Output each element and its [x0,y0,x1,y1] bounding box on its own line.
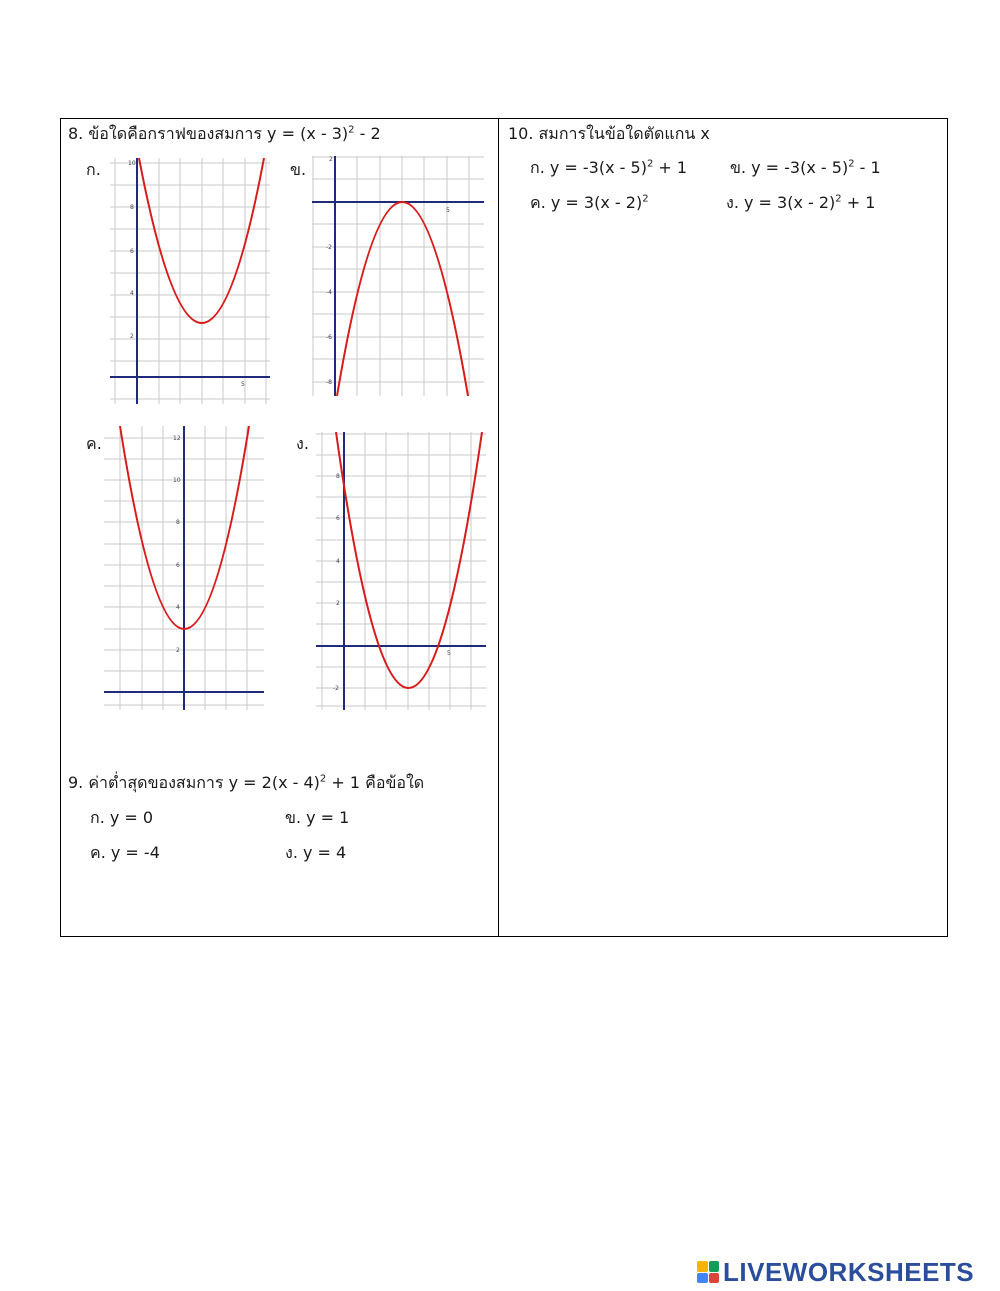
q9-option-a[interactable]: ก. y = 0 [90,808,154,827]
graph-b-ytick: -2 [326,244,332,251]
graph-b-grid [312,156,484,396]
q10-option-a-sup: 2 [646,158,654,170]
graph-c-ytick: 12 [173,435,181,442]
liveworksheets-logo [697,1257,974,1287]
graph-b-ytick: 2 [329,156,333,163]
q10-option-d-text: ง. y = 3(x - 2) [726,193,836,212]
graph-b-ytick: -4 [326,289,332,296]
logo-text: LIVEWORKSHEETS [723,1256,975,1287]
graph-c-ytick: 4 [176,604,180,611]
q8-title [68,124,381,144]
q9-title-tail: + 1 คือข้อใด [326,773,425,792]
graph-c-ytick: 8 [176,519,180,526]
graph-c-ytick: 10 [173,477,181,484]
graph-option-c[interactable] [104,426,264,710]
q10-option-c[interactable] [530,193,649,213]
graph-d-ytick: -2 [333,685,339,692]
graph-b-ytick: -6 [326,334,332,341]
column-divider [498,119,499,936]
graph-c-ytick: 6 [176,562,180,569]
q8-option-a-label[interactable]: ก. [86,160,101,179]
graph-a-ytick: 4 [130,290,134,297]
q8-option-b-label[interactable]: ข. [290,160,307,179]
graph-b-xtick: 5 [446,207,450,214]
graph-a-ytick: 8 [130,204,134,211]
q10-title: 10. สมการในข้อใดตัดแกน x [508,124,710,143]
q10-option-b-tail: - 1 [854,158,881,177]
q8-title-text: 8. ข้อใดคือกราฟของสมการ y = (x - 3) [68,124,349,143]
graph-option-a[interactable] [110,158,270,404]
graph-a-ytick: 2 [130,333,134,340]
q10-option-b-text: ข. y = -3(x - 5) [730,158,849,177]
q10-option-d-sup: 2 [835,193,842,205]
q10-option-c-sup: 2 [642,193,649,205]
q9-title-sup: 2 [319,773,327,785]
graph-d-ytick: 2 [336,600,340,607]
q10-option-d[interactable] [726,193,875,213]
q8-title-tail: - 2 [354,124,381,143]
graph-a-xtick: 5 [241,381,245,388]
graph-d-xtick: 5 [447,650,451,657]
graph-c-ytick: 2 [176,647,180,654]
q9-option-d[interactable]: ง. y = 4 [285,843,347,862]
graph-d-ytick: 4 [336,558,340,565]
graph-a-ytick: 10 [128,160,136,167]
q9-title [68,773,424,793]
graph-d-ytick: 6 [336,515,340,522]
q10-option-a-tail: + 1 [653,158,688,177]
graph-b-ytick: -8 [326,379,332,386]
logo-mark-icon [697,1261,719,1283]
q8-option-c-label[interactable]: ค. [86,434,102,453]
q10-option-b[interactable] [730,158,881,178]
graph-option-d[interactable] [316,432,486,710]
q8-title-sup: 2 [348,124,355,136]
graph-option-b[interactable] [312,156,484,396]
q10-option-a[interactable] [530,158,687,178]
q9-title-text: 9. ค่าต่ำสุดของสมการ y = 2(x - 4) [68,773,320,792]
q10-option-a-text: ก. y = -3(x - 5) [530,158,647,177]
graph-a-ytick: 6 [130,248,134,255]
q8-option-d-label[interactable]: ง. [296,434,309,453]
q10-option-b-sup: 2 [848,158,855,170]
graph-a-grid [110,158,270,404]
graph-d-ytick: 8 [336,473,340,480]
q9-option-b[interactable]: ข. y = 1 [285,808,350,827]
q9-option-c[interactable]: ค. y = -4 [90,843,160,862]
q10-option-c-text: ค. y = 3(x - 2) [530,193,643,212]
q10-option-d-tail: + 1 [841,193,876,212]
graph-d-curve [336,432,482,688]
